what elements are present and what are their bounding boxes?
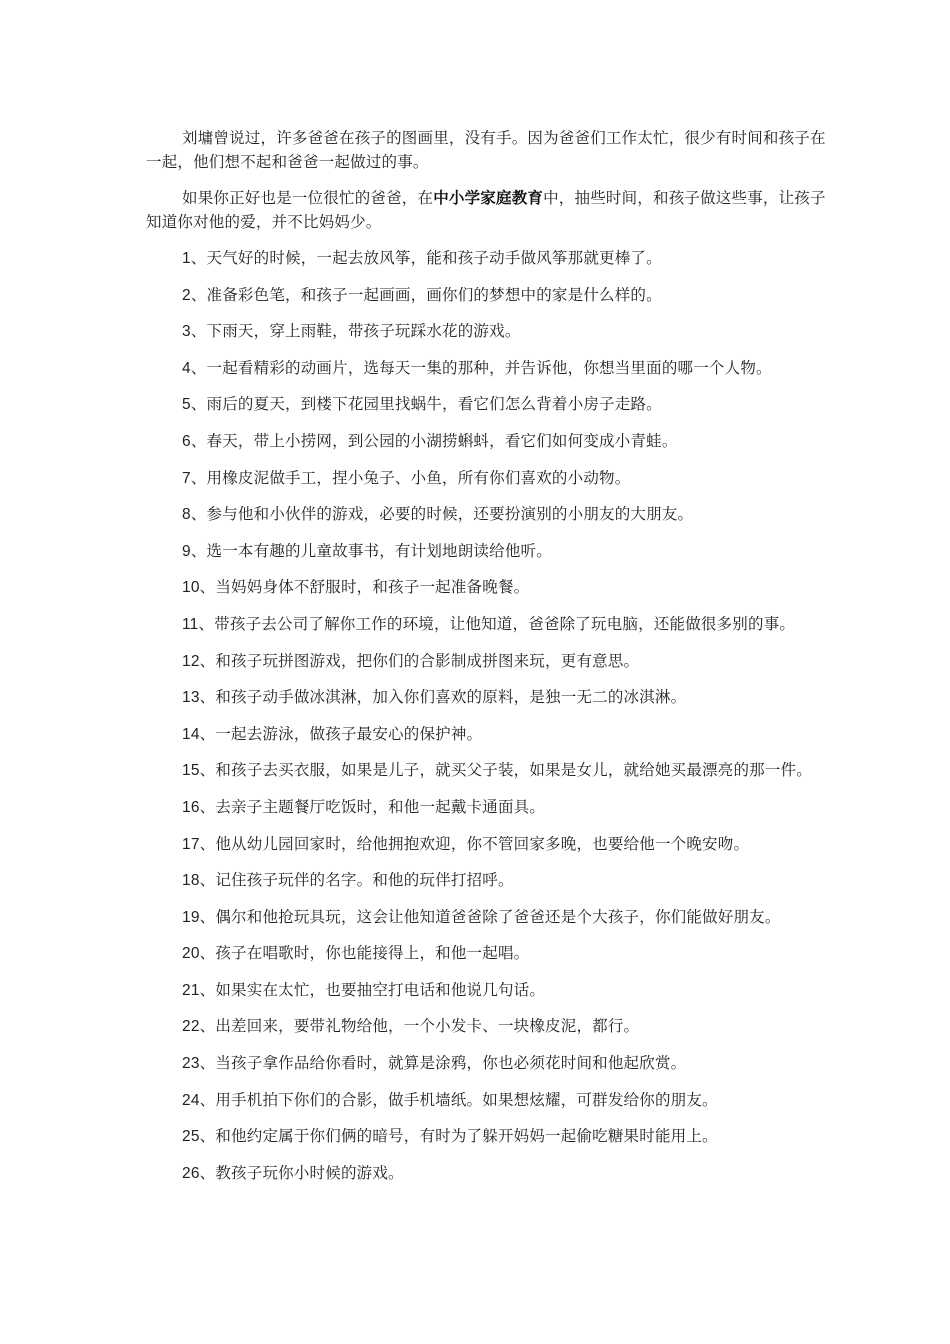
list-item-number: 15 [182, 762, 200, 780]
list-item-number: 19 [182, 908, 200, 926]
list-item-text: 、用橡皮泥做手工，捏小兔子、小鱼，所有你们喜欢的小动物。 [190, 468, 631, 487]
list-item-text: 、如果实在太忙，也要抽空打电话和他说几句话。 [199, 980, 546, 999]
list-item-number: 10 [182, 579, 200, 597]
list-item-number: 25 [182, 1128, 200, 1146]
list-item-text: 、准备彩色笔，和孩子一起画画，画你们的梦想中的家是什么样的。 [190, 285, 662, 304]
list-item-number: 11 [182, 615, 199, 633]
list-item-number: 23 [182, 1055, 200, 1073]
list-item [146, 319, 826, 343]
list-item [146, 392, 826, 416]
list-item-text: 、偶尔和他抢玩具玩，这会让他知道爸爸除了爸爸还是个大孩子，你们能做好朋友。 [199, 907, 781, 926]
activity-list [146, 246, 826, 1185]
intro-paragraph-2 [146, 186, 826, 234]
list-item-text: 、天气好的时候，一起去放风筝，能和孩子动手做风筝那就更棒了。 [190, 249, 662, 267]
list-item-number: 6 [182, 432, 191, 450]
list-item-text: 、当孩子拿作品给你看时，就算是涂鸦，你也必须花时间和他起欣赏。 [199, 1054, 687, 1073]
list-item [146, 356, 826, 380]
list-item-text: 、用手机拍下你们的合影，做手机墙纸。如果想炫耀，可群发给你的朋友。 [199, 1090, 718, 1109]
list-item-number: 4 [182, 359, 191, 377]
document-page [146, 126, 826, 1197]
list-item [146, 941, 826, 965]
list-item-number: 9 [182, 542, 191, 560]
list-item [146, 283, 826, 307]
list-item [146, 795, 826, 819]
list-item-text: 、出差回来，要带礼物给他，一个小发卡、一块橡皮泥，都行。 [199, 1017, 640, 1036]
list-item [146, 539, 826, 563]
list-item-text: 、去亲子主题餐厅吃饭时，和他一起戴卡通面具。 [199, 797, 546, 816]
list-item-text: 、一起看精彩的动画片，选每天一集的那种，并告诉他，你想当里面的哪一个人物。 [190, 358, 772, 377]
list-item-text: 、一起去游泳，做孩子最安心的保护神。 [199, 724, 483, 743]
list-item-text: 、他从幼儿园回家时，给他拥抱欢迎，你不管回家多晚，也要给他一个晚安吻。 [199, 834, 750, 853]
list-item [146, 868, 826, 892]
list-item-text: 、雨后的夏天，到楼下花园里找蜗牛，看它们怎么背着小房子走路。 [190, 395, 662, 414]
intro-paragraph-2-after: 中，抽些时间，和孩子做这些事，让孩子知道你对他的爱，并不比妈妈少。 [146, 189, 826, 231]
list-item [146, 1051, 826, 1075]
list-item-text: 、孩子在唱歌时，你也能接得上，和他一起唱。 [199, 944, 530, 963]
list-item-text: 、带孩子去公司了解你工作的环境，让他知道，爸爸除了玩电脑，还能做很多别的事。 [198, 614, 796, 633]
list-item-number: 20 [182, 945, 200, 963]
intro-paragraph-2-before: 如果你正好也是一位很忙的爸爸，在 [182, 189, 434, 207]
list-item-text: 、教孩子玩你小时候的游戏。 [199, 1163, 404, 1182]
list-item-number: 8 [182, 506, 191, 524]
list-item-number: 1 [182, 250, 191, 267]
list-item-text: 、春天，带上小捞网，到公园的小湖捞蝌蚪，看它们如何变成小青蛙。 [190, 431, 678, 450]
list-item [146, 722, 826, 746]
list-item [146, 649, 826, 673]
list-item [146, 612, 826, 636]
list-item-number: 17 [182, 835, 200, 853]
list-item-text: 、选一本有趣的儿童故事书，有计划地朗读给他听。 [190, 541, 552, 560]
list-item-number: 16 [182, 798, 200, 816]
list-item [146, 758, 826, 782]
list-item-text: 、记住孩子玩伴的名字。和他的玩伴打招呼。 [199, 871, 514, 890]
list-item-number: 7 [182, 469, 191, 487]
list-item-text: 、和孩子动手做冰淇淋，加入你们喜欢的原料，是独一无二的冰淇淋。 [199, 688, 687, 707]
list-item [146, 246, 826, 270]
list-item-text: 、下雨天，穿上雨鞋，带孩子玩踩水花的游戏。 [190, 322, 521, 341]
list-item [146, 1088, 826, 1112]
list-item-number: 14 [182, 725, 200, 743]
list-item-number: 3 [182, 323, 191, 341]
list-item [146, 905, 826, 929]
list-item [146, 978, 826, 1002]
list-item [146, 1014, 826, 1038]
list-item-number: 21 [182, 981, 200, 999]
list-item [146, 429, 826, 453]
list-item-text: 、当妈妈身体不舒服时，和孩子一起准备晚餐。 [199, 578, 530, 597]
list-item-text: 、参与他和小伙伴的游戏，必要的时候，还要扮演别的小朋友的大朋友。 [190, 505, 694, 524]
intro-paragraph-1-text: 刘墉曾说过，许多爸爸在孩子的图画里，没有手。因为爸爸们工作太忙，很少有时间和孩子在一起，他们想不起和爸爸一起做过的事。 [146, 129, 826, 171]
intro-paragraph-1 [146, 126, 826, 174]
list-item-text: 、和他约定属于你们俩的暗号，有时为了躲开妈妈一起偷吃糖果时能用上。 [199, 1127, 718, 1146]
list-item [146, 575, 826, 599]
list-item [146, 685, 826, 709]
list-item-number: 18 [182, 872, 200, 890]
list-item-number: 24 [182, 1091, 200, 1109]
list-item-number: 5 [182, 396, 191, 414]
list-item-number: 12 [182, 652, 200, 670]
list-item [146, 466, 826, 490]
intro-paragraph-2-keyword: 中小学家庭教育 [433, 189, 544, 207]
list-item-number: 22 [182, 1018, 200, 1036]
list-item [146, 1161, 826, 1185]
list-item [146, 832, 826, 856]
list-item-number: 2 [182, 286, 191, 304]
list-item [146, 502, 826, 526]
list-item-number: 26 [182, 1164, 200, 1182]
list-item-number: 13 [182, 689, 200, 707]
list-item-text: 、和孩子去买衣服，如果是儿子，就买父子装，如果是女儿，就给她买最漂亮的那一件。 [199, 761, 812, 780]
list-item-text: 、和孩子玩拼图游戏，把你们的合影制成拼图来玩，更有意思。 [199, 651, 640, 670]
list-item [146, 1124, 826, 1148]
